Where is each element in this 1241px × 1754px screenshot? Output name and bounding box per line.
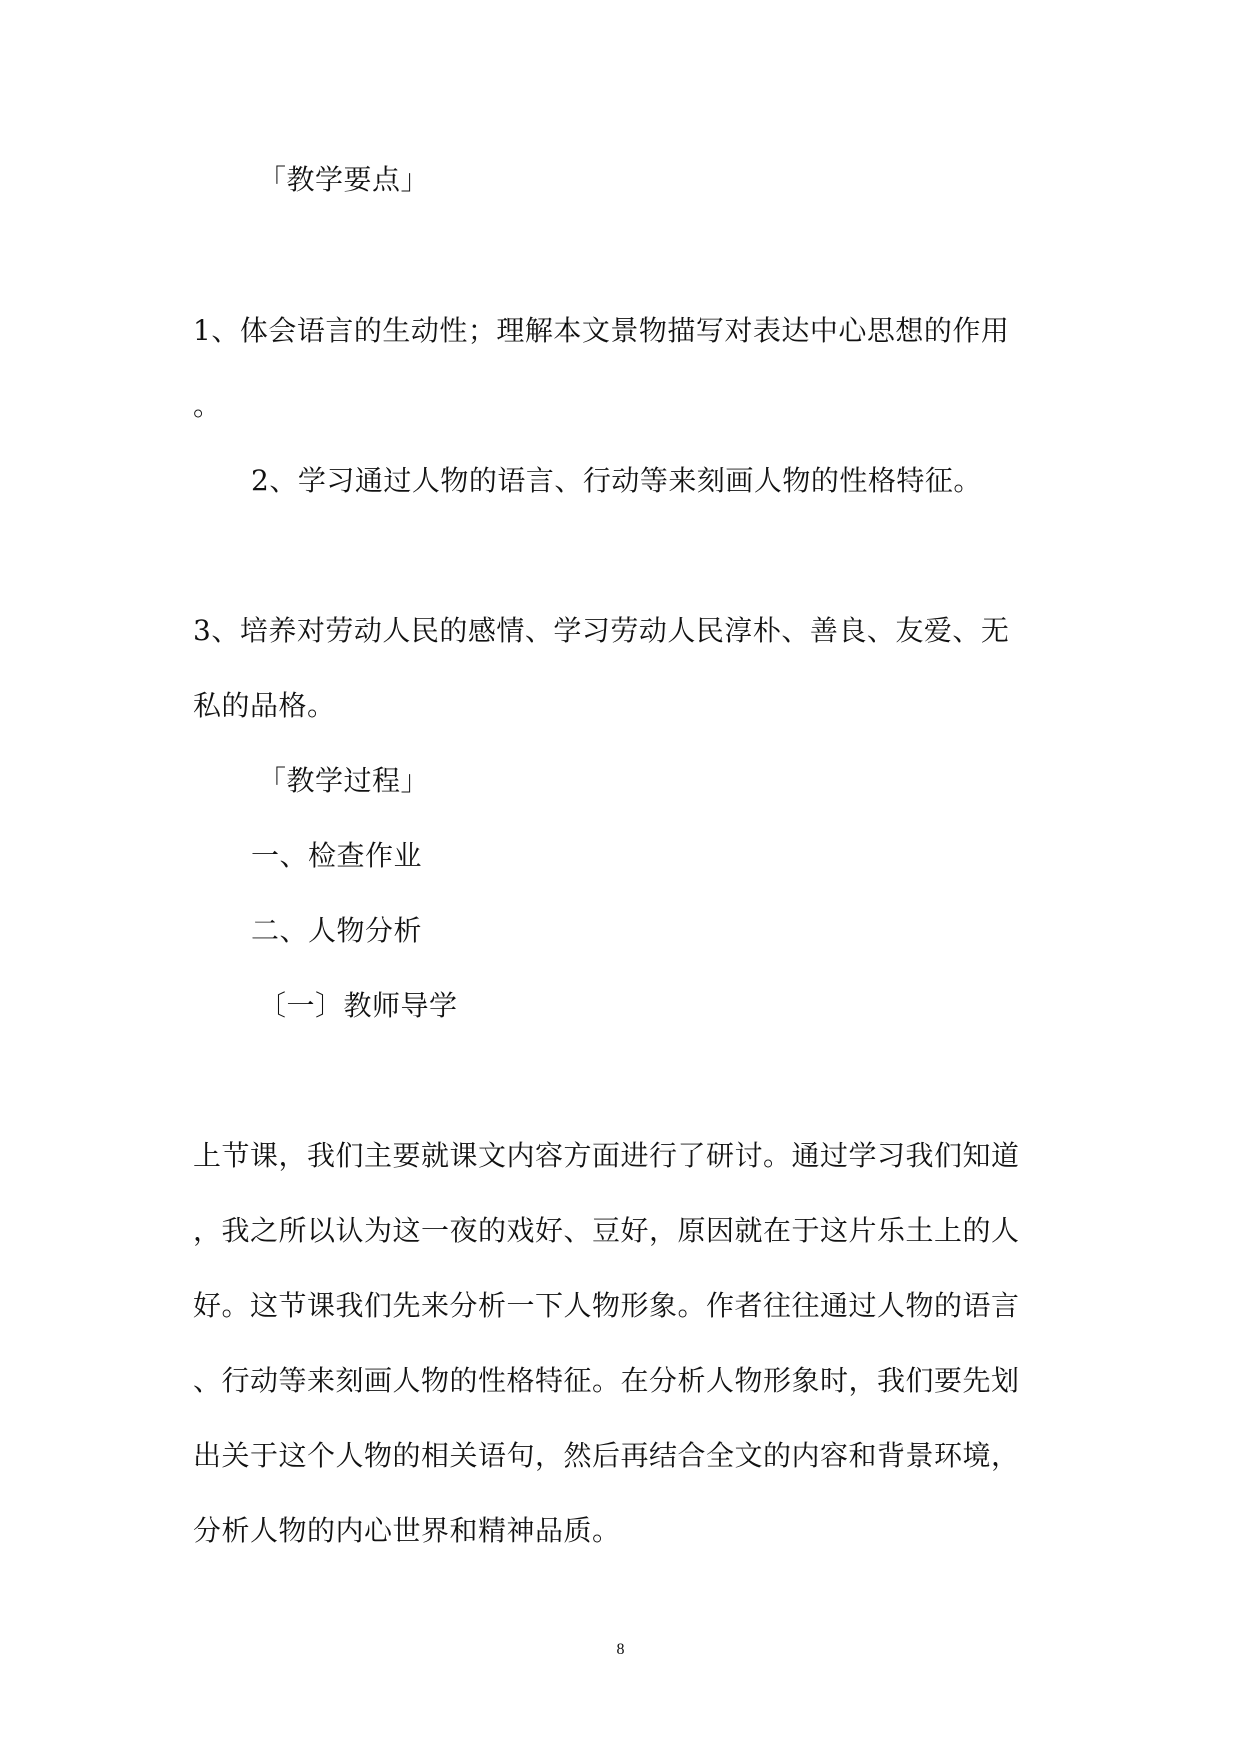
paragraph-line: 好。这节课我们先来分析一下人物形象。作者往往通过人物的语言 [193,1289,1020,1322]
heading-teaching-process: 「教学过程」 [258,764,430,797]
paragraph-line: ，我之所以认为这一夜的戏好、豆好，原因就在于这片乐土上的人 [193,1214,1020,1247]
key-point-3-line-2: 私的品格。 [193,689,336,722]
step-character-analysis: 二、人物分析 [251,914,423,947]
page-number: 8 [616,1641,625,1658]
paragraph-line: 出关于这个人物的相关语句，然后再结合全文的内容和背景环境， [193,1439,1020,1472]
substep-teacher-guide: 〔一〕教师导学 [258,989,458,1022]
paragraph-line: 分析人物的内心世界和精神品质。 [193,1514,621,1547]
heading-key-points: 「教学要点」 [258,163,430,196]
key-point-3-line-1: 3、培养对劳动人民的感情、学习劳动人民淳朴、善良、友爱、无 [193,614,1010,647]
key-point-2: 2、学习通过人物的语言、行动等来刻画人物的性格特征。 [251,464,982,497]
paragraph-line: 上节课，我们主要就课文内容方面进行了研讨。通过学习我们知道 [193,1139,1020,1172]
key-point-1-line-2: 。 [193,389,222,422]
key-point-1-line-1: 1、体会语言的生动性；理解本文景物描写对表达中心思想的作用 [193,314,1010,347]
paragraph-line: 、行动等来刻画人物的性格特征。在分析人物形象时，我们要先划 [193,1364,1020,1397]
step-check-homework: 一、检查作业 [251,839,423,872]
